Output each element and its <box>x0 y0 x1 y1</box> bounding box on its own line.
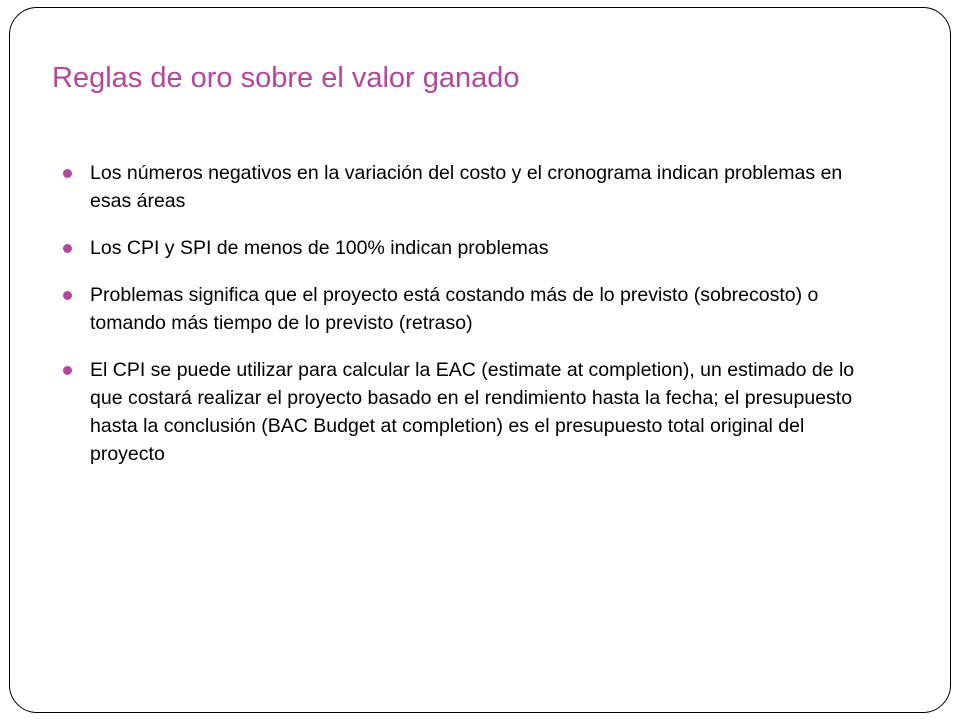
bullet-dot-icon <box>63 291 72 300</box>
bullet-text: El CPI se puede utilizar para calcular la EAC (estimate at completion), un estimado de lo que costará realizar el proyecto basado en el rendimiento hasta la fecha; el presupuesto hasta la conclusión (BAC Budget at completion) es el presupuesto total original del proyecto <box>90 359 855 465</box>
slide-title: Reglas de oro sobre el valor ganado <box>52 62 520 94</box>
bullet-dot-icon <box>63 169 72 178</box>
bullet-text: Los CPI y SPI de menos de 100% indican problemas <box>90 237 549 259</box>
bullet-dot-icon <box>63 244 72 253</box>
bullet-item <box>60 356 860 468</box>
bullet-item <box>60 159 860 215</box>
slide-frame <box>9 7 951 713</box>
bullet-item <box>60 234 860 262</box>
bullet-text: Problemas significa que el proyecto está costando más de lo previsto (sobrecosto) o tomando más tiempo de lo previsto (retraso) <box>90 284 819 334</box>
bullet-dot-icon <box>63 366 72 375</box>
bullet-item <box>60 281 860 337</box>
bullet-list <box>60 159 860 487</box>
bullet-text: Los números negativos en la variación del costo y el cronograma indican problemas en esas áreas <box>90 162 843 212</box>
